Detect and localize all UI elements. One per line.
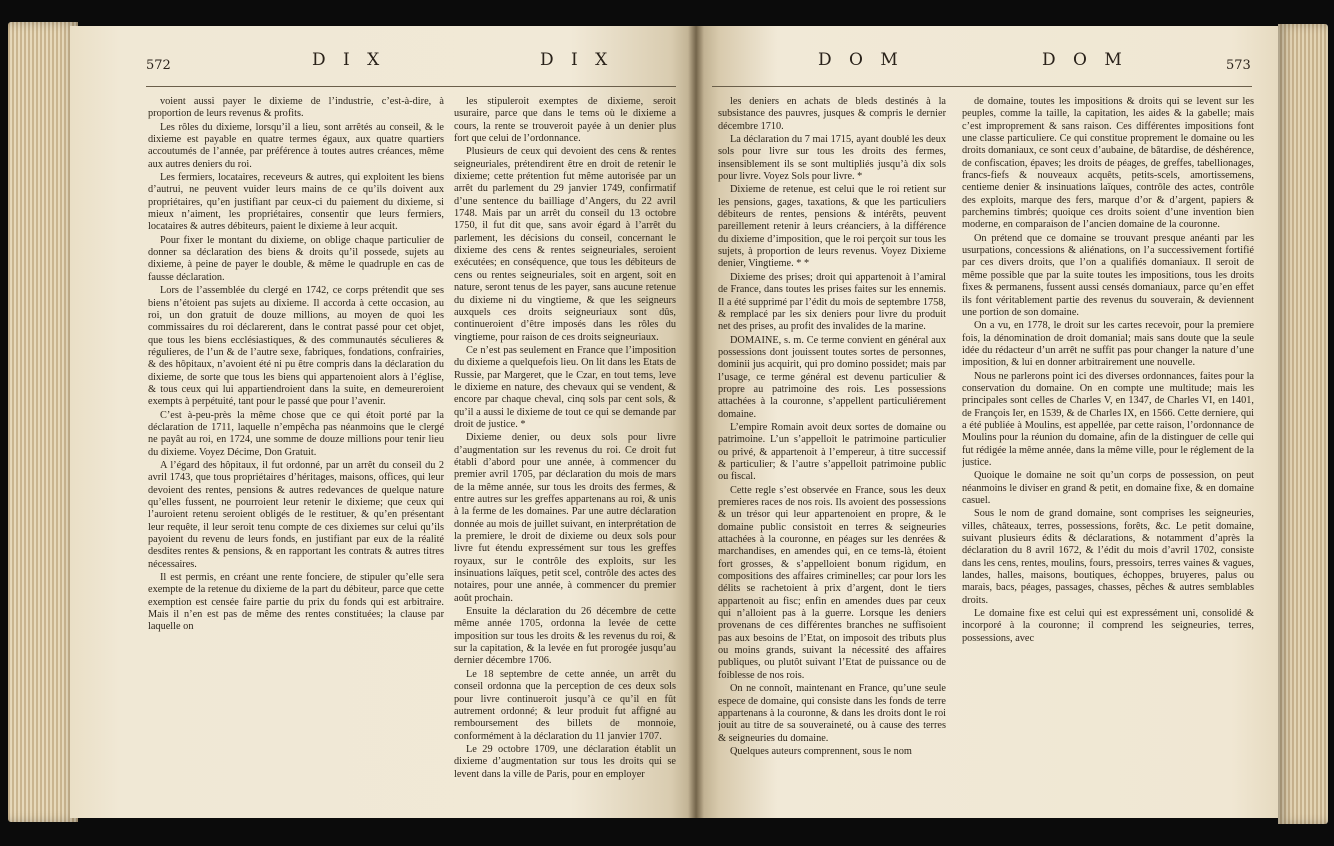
paragraph: DOMAINE, s. m. Ce terme convient en général aux possessions dont jouissent toutes sortes de personnes, dominii jus acquirit, qui pro domino possidet; mais par l’usage, ce terme général est devenu particulier & propre au patrimoine des rois. Les possessions attachées à la couronne, s’appellent particuliérement domaine. xyxy=(718,334,946,420)
paragraph: On ne connoît, maintenant en France, qu’une seule espece de domaine, qui consiste dans les fonds de terre appartenans à la couronne, & dans les droits dont le roi jouit au titre de sa souveraineté, ou à cause des terres & seigneuries du domaine. xyxy=(718,683,946,744)
right-running-head-1: D O M xyxy=(818,50,904,70)
paragraph: Quelques auteurs comprennent, sous le nom xyxy=(730,745,912,757)
left-running-head-1: D I X xyxy=(312,50,386,70)
paragraph: Le 18 septembre de cette année, un arrêt du conseil ordonna que la perception de ces deux sols pour livre continueroit jusqu’à ce qu’il en fût autrement ordonné; & leur produit fut affigné au remboursement des billets de monnoie, conformément à la déclaration du 11 janvier 1707. xyxy=(454,668,676,742)
paragraph: Cette regle s’est observée en France, sous les deux premieres races de nos rois. Ils avoient des possessions & un trésor qui leur appartenoient en propre, & le domaine public consistoit en terres & seigneuries attachées à la couronne, en péages sur les denrées & marchandises, en amendes qui, en ce tems-là, étoient fort grosses, & s’appelloient bonum rigidum, en compositions des affaires criminelles; car pour lors les délits se rachetoient à prix d’argent, dont le tiers appartenoit au fisc; enfin en amendes dues par ceux qui n’alloient pas à la guerre. Lorsque les deniers provenans de ces différentes branches ne suffisoient pas aux besoins de l’Etat, on imposoit des tributs plus ou moins grands, suivant la nécessité des affaires publiques, ou plutôt suivant l’Etat de puissance ou de foiblesse de nos rois. xyxy=(718,484,946,681)
paragraph: Dixieme des prises; droit qui appartenoit à l’amiral de France, dans toutes les prises faites sur les ennemis. Il a été supprimé par l’édit du mois de septembre 1758, & remplacé par les six deniers pour livre du produit net des prises, au profit des invalides de la marine. xyxy=(718,271,946,333)
left-header-rule xyxy=(146,86,676,87)
paragraph: Ensuite la déclaration du 26 décembre de cette même année 1705, ordonna la levée de cette imposition sur tous les droits & les revenus du roi, & sur la capitation, & la levée en fut prorogée jusqu’au dernier décembre 1706. xyxy=(454,606,676,667)
paragraph: Pour fixer le montant du dixieme, on oblige chaque particulier de donner sa déclaration des biens & droits qu’il possede, sujets au dixieme, à peine de payer le double, & même le quadruple en cas de fausse déclaration. xyxy=(148,234,444,283)
right-page-number: 573 xyxy=(1226,58,1251,73)
book-gutter xyxy=(688,26,704,818)
paragraph: Ce n’est pas seulement en France que l’imposition du dixieme a quelquefois lieu. On lit dans les Etats de Russie, par Margeret, que le Czar, en tout tems, leve le dixieme en nature, des chevaux qui se vendent, & encore par chaque cheval, cinq sols par cent sols, & qu’il a aussi le dixieme de tout ce qui se demande par droit de justice. * xyxy=(454,344,676,430)
paragraph: Plusieurs de ceux qui devoient des cens & rentes seigneuriales, prétendirent être en droit de retenir le dixieme; cette prétention fut même autorisée par un arrêt du parlement du 29 janvier 1749, confirmatif d’une sentence du bailliage d’Angers, du 22 avril 1748. Mais par un arrêt du conseil du 13 octobre 1750, il fut dit que, sans avoir égard à l’arrêt du parlement, les décisions du conseil, concernant le dixieme des cens & rentes seigneuriales, seroient exécutées; en conséquence, que tous les débiteurs de cens ou rentes seigneuriales, soit en argent, soit en nature, seront tenus de les payer, sans aucune retenue du dixieme ni du vingtieme, & que les seigneurs auxquels ces droits seigneuriaux sont dûs, continueroient d’être imposés dans les rôles du vingtieme, pour raison de ces droits seigneuriaux. xyxy=(454,146,676,343)
paragraph: Il est permis, en créant une rente fonciere, de stipuler qu’elle sera exempte de la retenue du dixieme de la part du débiteur, parce que cette exemption est censée faire partie du prix du fonds qui est arbitraire. Mais il n’en est pas de même des rentes constituées; la clause par laquelle on xyxy=(148,572,444,633)
paragraph: Sous le nom de grand domaine, sont comprises les seigneuries, villes, châteaux, terres, possessions, forêts, &c. Le petit domaine, suivant plusieurs édits & déclarations, & notamment d’après la déclaration du 8 avril 1672, & l’édit du mois d’avril 1702, consiste dans les cens, rentes, moulins, fours, pressoirs, terres vaines & vagues, landes, halles, maisons, boutiques, échoppes, bruyeres, palus ou marais, bacs, péages, passages, chasses, pêches & autres semblables droits. xyxy=(962,508,1254,606)
paragraph: Dixieme de retenue, est celui que le roi retient sur les pensions, gages, taxations, & que les particuliers débiteurs de rentes, pensions & intérêts, peuvent pareillement retenir à leurs créanciers, à la différence du dixieme d’imposition, que le roi perçoit sur tous les sujets, à proportion de leurs revenus. Voyez Dixieme denier, Vingtieme. * * xyxy=(718,184,946,270)
paragraph: Dixieme denier, ou deux sols pour livre d’augmentation sur les revenus du roi. Ce droit fut établi d’abord pour une année, à commencer du premier avril 1705, par déclaration du mois de mars de la même année, sur tous les droits des fermes, & entre autres sur les greffes appartenans au roi, & unis à la ferme de les domaines. Par une autre déclaration donnée au mois de juillet suivant, en interprétation de la premiere, le droit de dixieme ou deux sols pour livre fut étendu expressément sur tous les greffes royaux, sur le contrôle des exploits, sur les insinuations laïques, petit scel, contrôle des actes des notaires, pour une année, à commencer du premier août prochain. xyxy=(454,432,676,604)
paragraph: Le 29 octobre 1709, une déclaration établit un dixieme d’augmentation sur tous les droits qui se levent dans la ville de Paris, pour en employer xyxy=(454,743,676,780)
left-running-head-2: D I X xyxy=(540,50,614,70)
paragraph: voient aussi payer le dixieme de l’industrie, c’est-à-dire, à proportion de leurs revenus & profits. xyxy=(148,96,444,120)
left-page-edges xyxy=(8,22,78,822)
paragraph: Lors de l’assemblée du clergé en 1742, ce corps prétendit que ses biens n’étoient pas sujets au dixieme. Il accorda à cette occasion, au roi, un don gratuit de douze millions, au moyen de quoi les commissaires du roi déclarerent, dans le contrat passé pour cet objet, que tous les biens ecclésiastiques, & des communautés séculieres & régulieres, de l’un & de l’autre sexe, fabriques, fondations, confrairies, & des hôpitaux, n’avoient été ni pu être compris dans la déclaration du dixieme, de sorte que tous les biens qui appartenoient alors à l’église, & tous ceux qui lui appartiendroient dans la suite, en demeureroient exempts à perpétuité, tant pour le passé que pour l’avenir. xyxy=(148,285,444,408)
paragraph: On prétend que ce domaine se trouvant presque anéanti par les usurpations, concessions & aliénations, on l’a successivement fortifié par ces divers droits, que l’on a qualifiés domaniaux. Il seroit de même possible que par la suite toutes les impositions, tous les droits fixes & permanens, fussent aussi censés domaniaux, parce qu’en effet ils font véritablement partie des revenus du souverain, & deviennent une portion de son domaine. xyxy=(962,232,1254,318)
paragraph: L’empire Romain avoit deux sortes de domaine ou patrimoine. L’un s’appelloit le patrimoine particulier ou privé, & appartenoit à l’empereur, à titre successif & particulier; & l’autre s’appelloit patrimoine public ou fiscal. xyxy=(718,421,946,483)
paragraph: On a vu, en 1778, le droit sur les cartes recevoir, pour la premiere fois, la dénomination de droit domanial; mais sans doute que la seule idée du rédacteur d’un arrêt ne suffit pas pour changer la nature d’une imposition, & lui en donner arbitrairement une nouvelle. xyxy=(962,320,1254,369)
left-page-column-2 xyxy=(454,96,676,816)
paragraph: Les fermiers, locataires, receveurs & autres, qui exploitent les biens d’autrui, ne peuvent vuider leurs mains de ce qu’ils doivent aux propriétaires, qu’en justifiant par ceux-ci du paiement du dixieme, si mieux n’aiment, les propriétaires, consentir que leurs fermiers, locataires & autres débiteurs, paient le dixieme à leur acquit. xyxy=(148,172,444,233)
right-header-rule xyxy=(712,86,1252,87)
paragraph: C’est à-peu-près la même chose que ce qui étoit porté par la déclaration de 1711, laquelle n’empêcha pas néanmoins que le clergé ne payât au roi, en 1724, une somme de douze millions pour tenir lieu du dixieme. Voyez Décime, Don Gratuit. xyxy=(148,409,444,458)
right-page-column-2 xyxy=(962,96,1254,816)
right-page-edges xyxy=(1278,24,1328,824)
left-page-column-1 xyxy=(148,96,444,816)
paragraph: les stipuleroit exemptes de dixieme, seroit usuraire, parce que dans le tems où le dixieme a cours, la rente se trouveroit payée à un denier plus fort que celui de l’ordonnance. xyxy=(454,96,676,145)
paragraph: A l’égard des hôpitaux, il fut ordonné, par un arrêt du conseil du 2 avril 1743, que tous propriétaires d’héritages, maisons, offices, qui leur devoient des rentes, pensions & autres redevances de quelque nature qu’elles fussent, ne pourroient leur retenir le dixieme; que ceux qui l’auroient retenu seroient obligés de le restituer, & qu’en présentant leur requête, il leur seroit tenu compte de ces dixiemes sur celui qu’ils payoient du revenu de leurs fonds, en justifiant par eux de la réalité desdites rentes & pensions, & en rapportant les contrats & autres titres nécessaires. xyxy=(148,459,444,570)
paragraph: La déclaration du 7 mai 1715, ayant doublé les deux sols pour livre sur tous les droits des fermes, insensiblement ils se sont multipliés jusqu’à dix sols pour livre. Voyez Sols pour livre. * xyxy=(718,134,946,183)
paragraph: Nous ne parlerons point ici des diverses ordonnances, faites pour la conservation du domaine. On en compte une multitude; mais les principales sont celles de Charles V, en 1347, de Charles VI, en 1401, de François Ier, en 1539, & de Charles IX, en 1566. Cette derniere, qui a été publiée à Moulins, est appellée, par cette raison, l’ordonnance de Moulins pour la réunion du domaine, afin de la distinguer de celle qui fut rédigée la même année, dans la même ville, pour le réglement de la justice. xyxy=(962,370,1254,468)
right-running-head-2: D O M xyxy=(1042,50,1128,70)
paragraph: Les rôles du dixieme, lorsqu’il a lieu, sont arrêtés au conseil, & le dixieme est payable en quatre termes égaux, aux quatre quartiers accoutumés de l’année, par préférence à toutes autres créances, même aux autres deniers du roi. xyxy=(148,121,444,170)
paragraph: Quoique le domaine ne soit qu’un corps de possession, on peut néanmoins le diviser en grand & petit, en domaine fixe, & en domaine casuel. xyxy=(962,470,1254,506)
paragraph: les deniers en achats de bleds destinés à la subsistance des pauvres, jusques & compris le dernier décembre 1710. xyxy=(718,96,946,132)
left-page-number: 572 xyxy=(146,58,171,73)
right-page-column-1 xyxy=(718,96,946,816)
paragraph: de domaine, toutes les impositions & droits qui se levent sur les peuples, comme la taille, la capitation, les aides & la gabelle; mais c’est improprement & sans raison. Ces différentes impositions font une classe particuliere. Ce qui constitue proprement le domaine ou les droits domaniaux, ce sont ceux d’aubaine, de bâtardise, de déshérence, de confiscation, épaves; les droits de péages, de greffes, tabellionages, francs-fiefs & nouveaux acquêts, petits-scels, amortissemens, centieme denier & insinuations laïques, contrôle des actes, contrôle des exploits, marque des fers, marque d’or & d’argent, papiers & parchemins timbrés; quoique ces droits soient d’une invention bien moderne, en comparaison de l’ancien domaine de la couronne. xyxy=(962,96,1254,231)
paragraph: Le domaine fixe est celui qui est expressément uni, consolidé & incorporé à la couronne; il comprend les seigneuries, terres, possessions, avec xyxy=(962,608,1254,644)
